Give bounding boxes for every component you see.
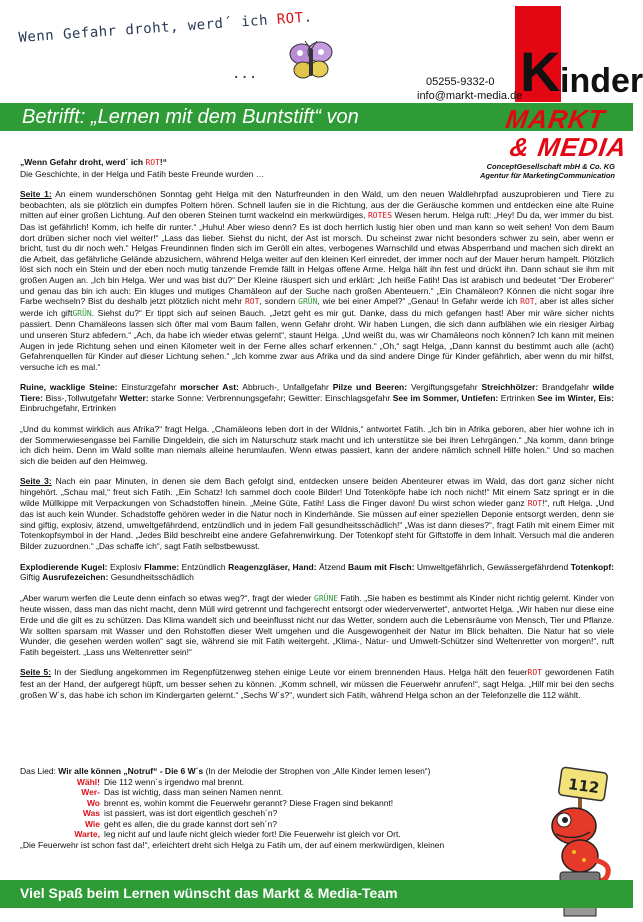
hazard-risk: Explosiv <box>107 561 145 572</box>
mascot-sign-text: 112 <box>566 775 601 798</box>
logo-k: K <box>520 40 561 103</box>
butterfly-icon <box>288 40 334 82</box>
hazard-name: Explodierende Kugel: <box>20 561 108 572</box>
hazard-name: Ruine, wacklige Steine: <box>20 382 118 393</box>
slogan-dots: ... <box>232 66 258 82</box>
hazard-name: Pilze und Beeren: <box>332 382 408 393</box>
hazard-risk: Umweltgefährlich, Gewässergefährdend <box>414 561 571 572</box>
song-text: brennt es, wohin kommt die Feuerwehr gerannt? Diese Fragen sind bekannt! <box>104 797 394 808</box>
slogan-rot: ROT <box>276 10 305 28</box>
page-5-label: Seite 5: <box>20 667 52 678</box>
hazard-name: Reagenzgläser, Hand: <box>228 561 317 572</box>
song-text: leg nicht auf und laufe nicht gleich wieder fort! Die Feuerwehr ist gleich vor Ort. <box>104 829 401 839</box>
song-line <box>20 819 620 830</box>
page-3-label: Seite 3: <box>20 476 52 487</box>
phone-number: 05255-9332-0 <box>426 76 495 88</box>
hazards-page-3 <box>20 562 614 583</box>
song-line <box>20 829 620 840</box>
subject-title: Betrifft: „Lernen mit dem Buntstift“ von <box>22 106 359 128</box>
footer-text: Viel Spaß beim Lernen wünscht das Markt & Media-Team <box>20 885 398 901</box>
section-page-5: Seite 5: In der Siedlung angekommen im Regenpfützenweg stehen einige Leute vor einem brennenden Haus. Helga hält den feuerROT gewordenen Fatih fest an der Hand, der aufgeregt hüpft, um besser sehen zu können. „Komm schnell, wir müssen die Feuerwehr anrufen!“, sagt Helga. „Hilf mir bei den sechs großen W´s, das habe ich schon im Kindergarten gelernt.“ „Sechs W´s?“, wundert sich Fatih, während Helga schon an der Telefonzelle die 112 wählt. <box>20 667 614 700</box>
section-page-4: „Aber warum werfen die Leute denn einfach so etwas weg?“, fragt der wieder GRÜNE Fatih. „Sie haben es bestimmt als Kinder nicht richtig gelernt. Kinder von heute wissen, dass man das nicht macht, denn Müll wird getrennt und fachgerecht entsorgt oder wiederverwertet“, antwortet Helga. „Wir haben nur diese eine Erde und die gilt es zu schützen. Das Klima wandelt sich und beeinflusst nicht nur das Wetter, sondern auch die Lebensräume von Mensch, Tier und Pflanze. Wir sollten sparsam mit Wasser und den Rohstoffen dieser Welt umgehen und die Ausgewogenheit der Natur im Blick behalten. Die Natur hat so viele Wunder, die gesehen werden wollen“ sagt sie, während sie mit Fatih weitergeht. „Klima-, Natur- und Umwelt-Schützer sind Weltenretter von morgen!“, ruft Fatih begeistert. „Lass uns Weltenretter sein!“ <box>20 592 614 657</box>
hazard-risk: Biss-,Tollwutgefahr <box>43 392 120 403</box>
hazards-page-1 <box>20 382 614 414</box>
song-keyword: Was <box>82 808 100 818</box>
hazard-name: Wetter: <box>119 392 149 403</box>
hazard-name: Streichhölzer: <box>481 382 539 393</box>
song-text: geht es allen, die du grade kannst dort seh´n? <box>104 818 277 829</box>
song <box>20 766 620 850</box>
song-end: „Die Feuerwehr ist schon fast da!“, erleichtert dreht sich Helga zu Fatih um, der auf einem merkwürdigen, kleinen <box>20 839 445 850</box>
agency-info: ConceptGesellschaft mbH & Co. KG Agentur für MarketingCommunication <box>480 162 616 180</box>
hazard-risk: Entzündlich <box>179 561 229 572</box>
song-keyword: Warte, <box>74 829 100 839</box>
slogan: Wenn Gefahr droht, werd´ ich ROT. <box>18 9 314 46</box>
hazard-risk: Vergiftungsgefahr <box>407 382 482 393</box>
song-line <box>20 777 620 788</box>
page-1-label: Seite 1: <box>20 189 52 200</box>
section-page-1: Seite 1: An einem wunderschönen Sonntag geht Helga mit den Naturfreunden in den Wald, um den neuen Waldlehrpfad auszuprobieren und Tiere zu beobachten, als sie plötzlich ein dumpfes Poltern hören. Schnell laufen sie in die Richtung, aus der die Geräusche kommen und entdecken eine alte Ruine mitten auf einer großen Lichtung. Auf den oberen Steinen turnt wackelnd ein merkwürdiges, ROTES Wesen herum. Helga ruft: „Hey! Du da, wer immer du bist. Das ist gefährlich! Komm, ich helfe dir runter.“ „Huhu! Aber wieso denn? Es ist doch herrlich lustig hier oben und man kann so weit sehen! Von dem Baum dort drüben sicher noch viel weiter!“ „Lass das lieber. Siehst du nicht, der Ast ist morsch. Du scheinst zwar nicht besonders schwer zu sein, aber wenn er bricht, tust du dir noch weh.“ Helgas Freundinnen finden sich im Geröll ein altes, verbogenes Warnschild und etwas Absperrband und machen sich direkt an die Arbeit, das gefährliche Gelände abzusichern, während Helga weiter auf den kleinen Kerl einredet, der immer noch auf der Mauer herum hampelt. Plötzlich löst sich noch ein Stein und der eben noch mutig tanzende Fremde fällt in Helgas offene Arme. Helga hält ihn fest und drückt ihn. Dann schaut sie ihm mit großen Augen an. „Ich bin Helga. Wer und was bist du?“ Der Kleine räuspert sich und erklärt: „Ich heiße Fatih! Das ist arabisch und bedeutet “Der Eroberer“ und genau das bin ich auch: Ein kluges und mutiges Chamäleon auf der Suche nach großen Abenteuern.“ „Ein Chamäleon? Können die nicht sogar ihre Farbe wechseln? Bist du deshalb jetzt plötzlich nicht mehr ROT, sondern GRÜN, wie bei einer Ampel?“ „Genau! In Gefahr werde ich ROT, aber ist alles sicher werde ich giftGRÜN. Siehst du?“ Er tippt sich auf seinen Bauch. „Jetzt geht es mir gut. Danke, dass du mich gefangen hast! Aber mir wäre sicher nichts passiert. Denn Chamäleons lassen sich öfter mal vom Baum fallen, wenn Gefahr droht. Wir haben Lungen, die sich dann aufblähen wie ein riesiger Airbag und unseren Sturz abfedern.“ „Ach, da habe ich wieder etwas gelernt“, staunt Helga. „Und weißt du, was wir Chamäleons noch können? Ich kann mit meinen Augen in jede Richtung sehen und einen Kilometer weit in der Ferne alles scharf erkennen.“ „Oh,“ sagt Helga, „Dann kannst du bestimmt auch alle (acht) Gefahrenquellen für Kinder auf dieser Lichtung sehen.“ „Ich komme zwar aus Afrika und da sind andere Dinge für Kinder gefährlich, aber wenn du mir hilfst, versuche ich es mal.“ <box>20 189 614 372</box>
hazard-name: Flamme: <box>144 561 180 572</box>
section-page-3: Seite 3: Nach ein paar Minuten, in denen sie dem Bach gefolgt sind, entdecken unsere beiden Abenteurer etwas im Wald, das dort ganz sicher nicht hingehört. „Schau mal,“ freut sich Fatih. „Ein Schatz! Ich sammel doch coole Bilder! Und Totenköpfe habe ich noch nicht!“ Mit einem Satz springt er in die wilde Müllkippe mit Verpackungen von Schadstoffen hinein. „Meine Güte, Fatih! Lass die Finger davon! Du wirst schon wieder ganz ROT!“, ruft Helga. „Und das ist auch kein Wunder. Schadstoffe gehören weder in die Natur noch in Kinderhände. Sie müssen auf einer speziellen Deponie entsorgt werden, denn sie sind giftig, explosiv, ätzend, umweltgefährdend, entzündlich und in jedem Fall gesundheitsschädlich!“ „Was ist dann dieses?“, fragt Fatih mit einem Eimer mit Totenkopfsymbol in der Hand. „Jedes Bild beschreibt eine andere Gefahrenwirkung. Der Totenkopf steht für Giftstoffe in dem Inhalt. Versuch mal die anderen Bilder zuzuordnen.“ „Das schaffe ich“, sagt Fatih selbstbewusst. <box>20 476 614 551</box>
hazard-name: Totenkopf: <box>570 561 615 572</box>
song-intro: Das Lied: Wir alle können „Notruf“ - Die 6 W´s (In der Melodie der Strophen von „Alle Kinder lernen lesen“) <box>20 766 431 776</box>
hazard-risk: Ertrinken <box>498 392 538 403</box>
story-content <box>20 157 614 710</box>
song-text: Die 112 wenn´s irgendwo mal brennt. <box>104 776 245 787</box>
logo-inder: inder <box>560 62 643 100</box>
song-keyword: Wie <box>84 818 100 829</box>
song-keyword: Wähl! <box>76 776 100 787</box>
section-page-2: „Und du kommst wirklich aus Afrika?“ fragt Helga. „Chamäleons leben dort in der Wildnis,“ antwortet Fatih. „Ich bin in Afrika geboren, aber hier wohne ich in der Sommerwiesengasse bei Familie Dingeldein, die sich im Naturschutz stark macht und ich unterstütze sie bei ihren Lehrgängen.“ „Na komm, dann bringe ich dich heim. Denn im Wald sollte man niemals alleine herumlaufen. Wenn etwas passiert, kann der andere nämlich schnell Hilfe holen.“ Und so machen sich die beiden auf den Heimweg. <box>20 424 614 466</box>
hazard-risk: Gesundheitsschädlich <box>108 572 194 583</box>
hazard-risk: Abbruch-, Unfallgefahr <box>238 382 333 393</box>
logo-markt: MARKT <box>503 104 608 134</box>
song-line <box>20 798 620 809</box>
hazard-risk: Einbruchgefahr, Ertrinken <box>20 403 116 414</box>
song-keyword: Wer- <box>81 787 100 797</box>
hazard-risk: Ätzend <box>316 561 349 572</box>
hazard-name: Baum mit Fisch: <box>348 561 415 572</box>
hazard-name: See im Sommer, Untiefen: <box>392 392 499 403</box>
hazard-risk: Einsturzgefahr <box>117 382 181 393</box>
email-address[interactable]: info@markt-media.de <box>417 90 523 102</box>
song-keyword: Wo <box>86 797 100 808</box>
hazard-name: Ausrufezeichen: <box>42 572 109 583</box>
song-line <box>20 787 620 798</box>
song-line <box>20 808 620 819</box>
hazard-risk: Brandgefahr <box>538 382 593 393</box>
song-text: Das ist wichtig, dass man seinen Namen nennt. <box>104 787 284 797</box>
hazard-risk: starke Sonne: Verbrennungsgefahr; Gewitter: Einschlagsgefahr <box>148 392 393 403</box>
intro: „Wenn Gefahr droht, werd´ ich ROT!“ Die Geschichte, in der Helga und Fatih beste Freunde wurden … <box>20 157 265 179</box>
song-rows <box>20 777 620 840</box>
hazard-name: wilde Tiere: <box>20 382 614 403</box>
hazard-name: morscher Ast: <box>180 382 239 393</box>
logo-media: & MEDIA <box>507 132 629 162</box>
hazard-name: See im Winter, Eis: <box>537 392 614 403</box>
song-text: ist passiert, was ist dort eigentlich gescheh´n? <box>104 808 278 818</box>
hazard-risk: Giftig <box>20 572 43 583</box>
